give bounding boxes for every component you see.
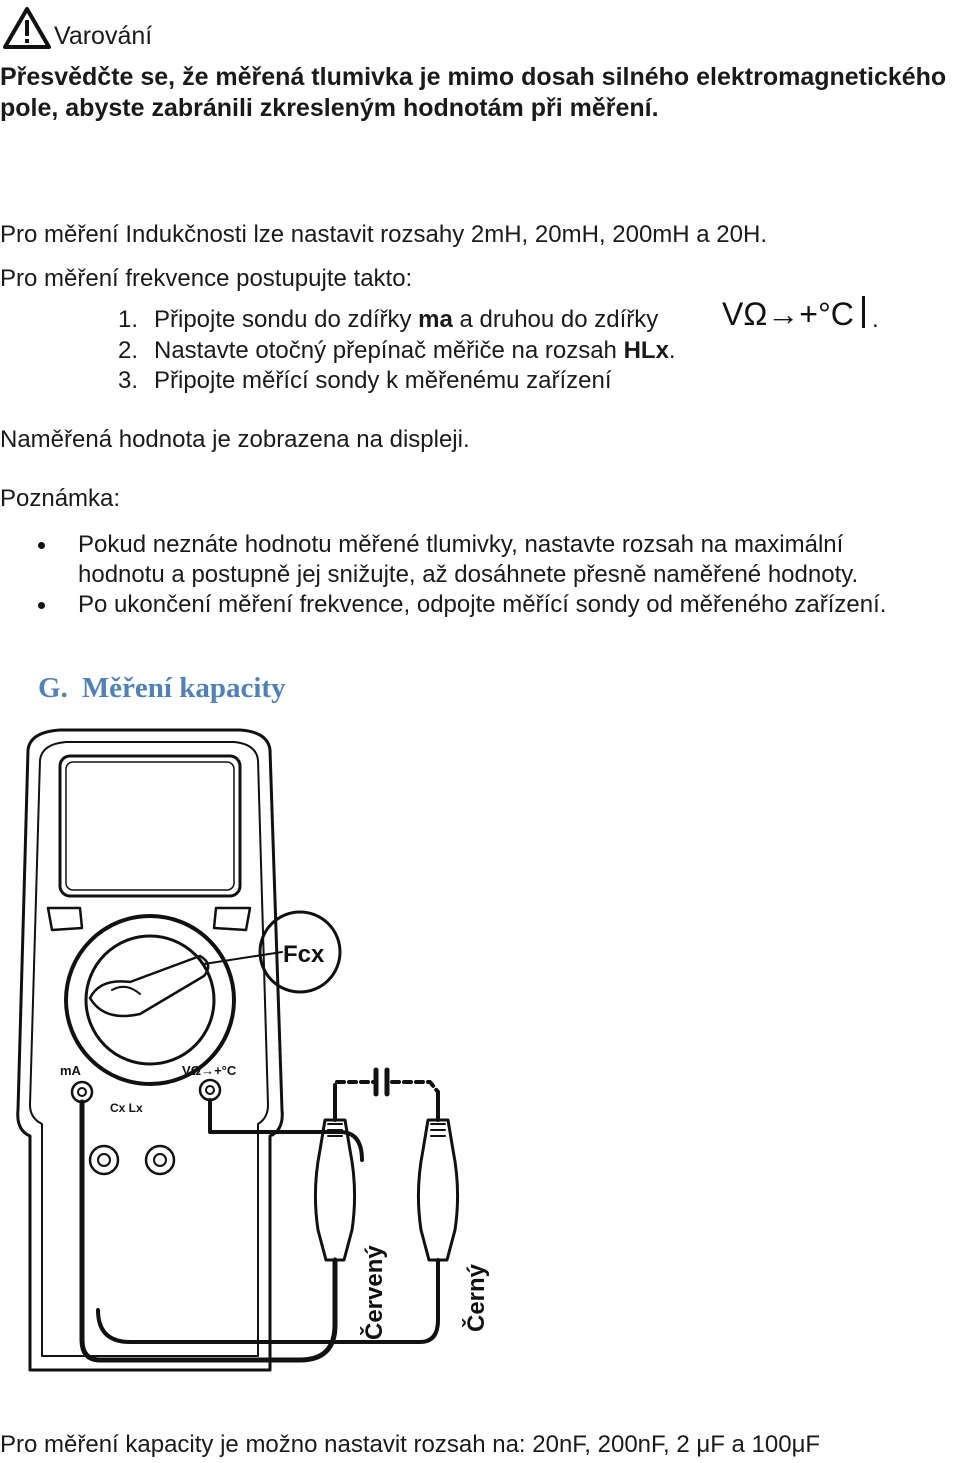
jack-v-label: VΩ→+°C bbox=[182, 1063, 237, 1078]
jack-ma-label: mA bbox=[60, 1063, 81, 1078]
multimeter-diagram bbox=[0, 720, 540, 1420]
probe-black-label: Černý bbox=[463, 1263, 490, 1332]
step-1: 1. Připojte sondu do zdířky ma a druhou do zdířky bbox=[118, 306, 659, 333]
bullet-icon bbox=[38, 602, 45, 609]
terminal-symbol-icon bbox=[722, 294, 882, 334]
step-number: 1. bbox=[118, 306, 139, 333]
warning-title: Varování bbox=[54, 22, 153, 50]
probe-red-label: Červený bbox=[361, 1245, 388, 1340]
intro-line-2: Pro měření frekvence postupujte takto: bbox=[0, 265, 413, 292]
jack-v bbox=[200, 1080, 220, 1100]
meter-body bbox=[18, 730, 283, 1370]
footer-text: Pro měření kapacity je možno nastavit rozsah na: 20nF, 200nF, 2 μF a 100μF bbox=[0, 1431, 821, 1458]
clip-black bbox=[418, 1120, 457, 1260]
warning-icon bbox=[2, 6, 52, 50]
bullet-icon bbox=[38, 542, 45, 549]
jack-com-right bbox=[146, 1146, 174, 1174]
section-heading: G. Měření kapacity bbox=[38, 672, 286, 704]
callout-label: Fcx bbox=[283, 941, 325, 968]
note-item-1: Pokud neznáte hodnotu měřené tlumivky, nastavte rozsah na maximální hodnotu a postupně jej snižujte, až dosáhnete přesně naměřené hodnoty. bbox=[78, 530, 958, 590]
terminal-symbol-text: VΩ→+°C bbox=[722, 296, 854, 332]
button-right bbox=[214, 908, 250, 930]
test-lead-red bbox=[82, 1102, 335, 1360]
step-3: 3. Připojte měřící sondy k měřenému zařízení bbox=[118, 367, 612, 394]
button-left bbox=[48, 908, 82, 930]
result-text: Naměřená hodnota je zobrazena na displeji. bbox=[0, 426, 470, 453]
jack-com-left bbox=[90, 1146, 118, 1174]
jack-mid-label: Cx Lx bbox=[110, 1101, 143, 1115]
lcd-display bbox=[60, 756, 240, 896]
intro-line-1: Pro měření Indukčnosti lze nastavit rozsahy 2mH, 20mH, 200mH a 20H. bbox=[0, 221, 767, 248]
cursor-bar bbox=[862, 296, 865, 328]
note-item-2: Po ukončení měření frekvence, odpojte měřící sondy od měřeného zařízení. bbox=[78, 590, 958, 620]
warning-header bbox=[2, 4, 152, 50]
step-1-period: . bbox=[872, 306, 879, 333]
jack-ma bbox=[72, 1082, 92, 1102]
dial-knob bbox=[90, 956, 208, 1016]
rotary-dial bbox=[86, 936, 214, 1064]
warning-text: Přesvědčte se, že měřená tlumivka je mimo dosah silného elektromagnetického pole, abyste zabránili zkresleným hodnotám při měření. bbox=[0, 63, 947, 122]
step-2: 2. Nastavte otočný přepínač měřiče na rozsah HLx. bbox=[118, 337, 676, 364]
clip-red bbox=[315, 1120, 354, 1260]
note-title: Poznámka: bbox=[0, 485, 121, 512]
